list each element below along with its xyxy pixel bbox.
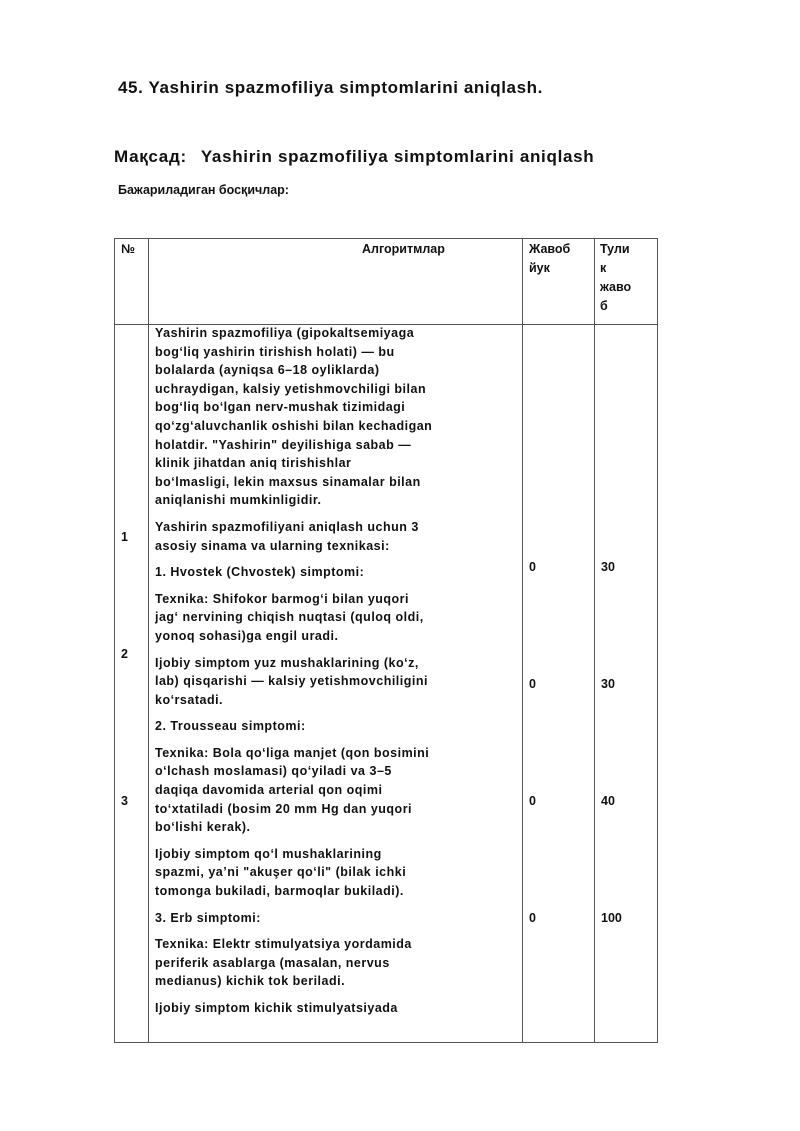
algorithm-paragraph — [155, 744, 530, 837]
algorithm-text-line: 3. Erb simptomi: — [155, 910, 261, 925]
full-answer-value: 40 — [601, 794, 615, 808]
steps-label: Бажариладиган босқичлар: — [118, 183, 289, 197]
algorithm-paragraph — [155, 935, 530, 991]
algorithm-text-line: uchraydigan, kalsiy yetishmovchiligi bilan — [155, 381, 427, 396]
table-col-divider-3 — [594, 238, 595, 1043]
algorithm-paragraph — [155, 563, 530, 582]
algorithm-text-line: jag‘ nervining chiqish nuqtasi (quloq oldi, — [155, 610, 424, 625]
algorithm-text-line: Ijobiy simptom kichik stimulyatsiyada — [155, 1001, 398, 1015]
header-no-answer — [529, 240, 570, 278]
algorithm-paragraph — [155, 518, 530, 555]
table-top-border — [114, 238, 658, 239]
header-no-answer-line: йук — [529, 261, 550, 275]
header-full-answer-line: к — [600, 261, 607, 275]
goal-line — [114, 147, 594, 167]
header-full-answer-line: Тули — [600, 242, 630, 256]
algorithm-text-line: Yashirin spazmofiliyani aniqlash uchun 3 — [155, 519, 419, 534]
algorithm-text-line: bog‘liq bo‘lgan nerv-mushak tizimidagi — [155, 400, 406, 415]
page-title: 45. Yashirin spazmofiliya simptomlarini aniqlash. — [118, 78, 543, 97]
table-left-border — [114, 238, 115, 1043]
algorithm-text-line: klinik jihatdan aniq tirishishlar — [155, 456, 352, 471]
algorithm-text-line: to‘xtatiladi (bosim 20 mm Hg dan yuqori — [155, 801, 413, 816]
header-full-answer-line: б — [600, 299, 608, 313]
algorithm-text-line: periferik asablarga (masalan, nervus — [155, 955, 390, 970]
algorithm-paragraph — [155, 590, 530, 646]
algorithm-text-line: bolalarda (ayniqsa 6–18 oyliklarda) — [155, 363, 380, 378]
algorithm-paragraph — [155, 717, 530, 736]
algorithm-text-line: Texnika: Shifokor barmog‘i bilan yuqori — [155, 591, 410, 606]
algorithm-text-line: asosiy sinama va ularning texnikasi: — [155, 538, 390, 553]
algorithm-text-line: 2. Trousseau simptomi: — [155, 719, 306, 734]
algorithm-paragraph — [155, 909, 530, 928]
algorithm-text-line: ko‘rsatadi. — [155, 692, 224, 707]
table-col-divider-1 — [148, 238, 149, 1043]
algorithm-text-line: holatdir. "Yashirin" deyilishiga sabab — — [155, 437, 412, 452]
header-no-answer-line: Жавоб — [529, 242, 571, 256]
algorithm-text-line: Texnika: Bola qo‘liga manjet (qon bosimini — [155, 745, 430, 760]
algorithm-text-line: Yashirin spazmofiliya (gipokaltsemiyaga — [155, 326, 415, 340]
row-number: 2 — [121, 647, 128, 661]
algorithm-paragraph — [155, 324, 530, 510]
no-answer-value: 0 — [529, 677, 536, 691]
algorithm-text-line: Ijobiy simptom qo‘l mushaklarining — [155, 846, 382, 861]
header-number: № — [121, 242, 135, 256]
algorithm-text-line: o‘lchash moslamasi) qo‘yiladi va 3–5 — [155, 764, 392, 779]
algorithm-text-line: spazmi, ya’ni "akuşer qo‘li" (bilak ichki — [155, 865, 407, 880]
goal-label: Мақсад: — [114, 147, 187, 166]
algorithm-paragraph — [155, 999, 530, 1018]
row-number: 1 — [121, 530, 128, 544]
full-answer-value: 30 — [601, 677, 615, 691]
algorithm-text-line: medianus) kichik tok beriladi. — [155, 974, 346, 989]
algorithm-text-line: 1. Hvostek (Chvostek) simptomi: — [155, 565, 365, 580]
header-algorithm: Алгоритмлар — [362, 242, 445, 256]
header-full-answer-line: жаво — [600, 280, 632, 294]
algorithm-paragraph — [155, 654, 530, 710]
full-answer-value: 100 — [601, 911, 622, 925]
algorithm-text-line: Texnika: Elektr stimulyatsiya yordamida — [155, 937, 412, 952]
algorithm-text — [155, 324, 530, 1026]
algorithm-text-line: bo‘lishi kerak). — [155, 820, 251, 835]
row-number: 3 — [121, 794, 128, 808]
full-answer-value: 30 — [601, 560, 615, 574]
table-right-border — [657, 238, 658, 1043]
algorithm-text-line: yonoq sohasi)ga engil uradi. — [155, 628, 339, 643]
header-full-answer — [600, 240, 631, 316]
no-answer-value: 0 — [529, 560, 536, 574]
algorithm-text-line: bog‘liq yashirin tirishish holati) — bu — [155, 344, 395, 359]
goal-text: Yashirin spazmofiliya simptomlarini aniqlash — [200, 147, 595, 166]
algorithm-paragraph — [155, 845, 530, 901]
no-answer-value: 0 — [529, 794, 536, 808]
algorithm-text-line: Ijobiy simptom yuz mushaklarining (ko‘z, — [155, 655, 419, 670]
algorithm-text-line: daqiqa davomida arterial qon oqimi — [155, 783, 383, 798]
algorithm-text-line: lab) qisqarishi — kalsiy yetishmovchiligini — [155, 674, 428, 689]
no-answer-value: 0 — [529, 911, 536, 925]
algorithm-text-line: aniqlanishi mumkinligidir. — [155, 493, 322, 508]
algorithm-text-line: tomonga bukiladi, barmoqlar bukiladi). — [155, 884, 404, 899]
table-bottom-border — [114, 1042, 658, 1043]
algorithm-text-line: qo‘zg‘aluvchanlik oshishi bilan kechadigan — [155, 418, 433, 433]
algorithm-text-line: bo‘lmasligi, lekin maxsus sinamalar bilan — [155, 474, 421, 489]
